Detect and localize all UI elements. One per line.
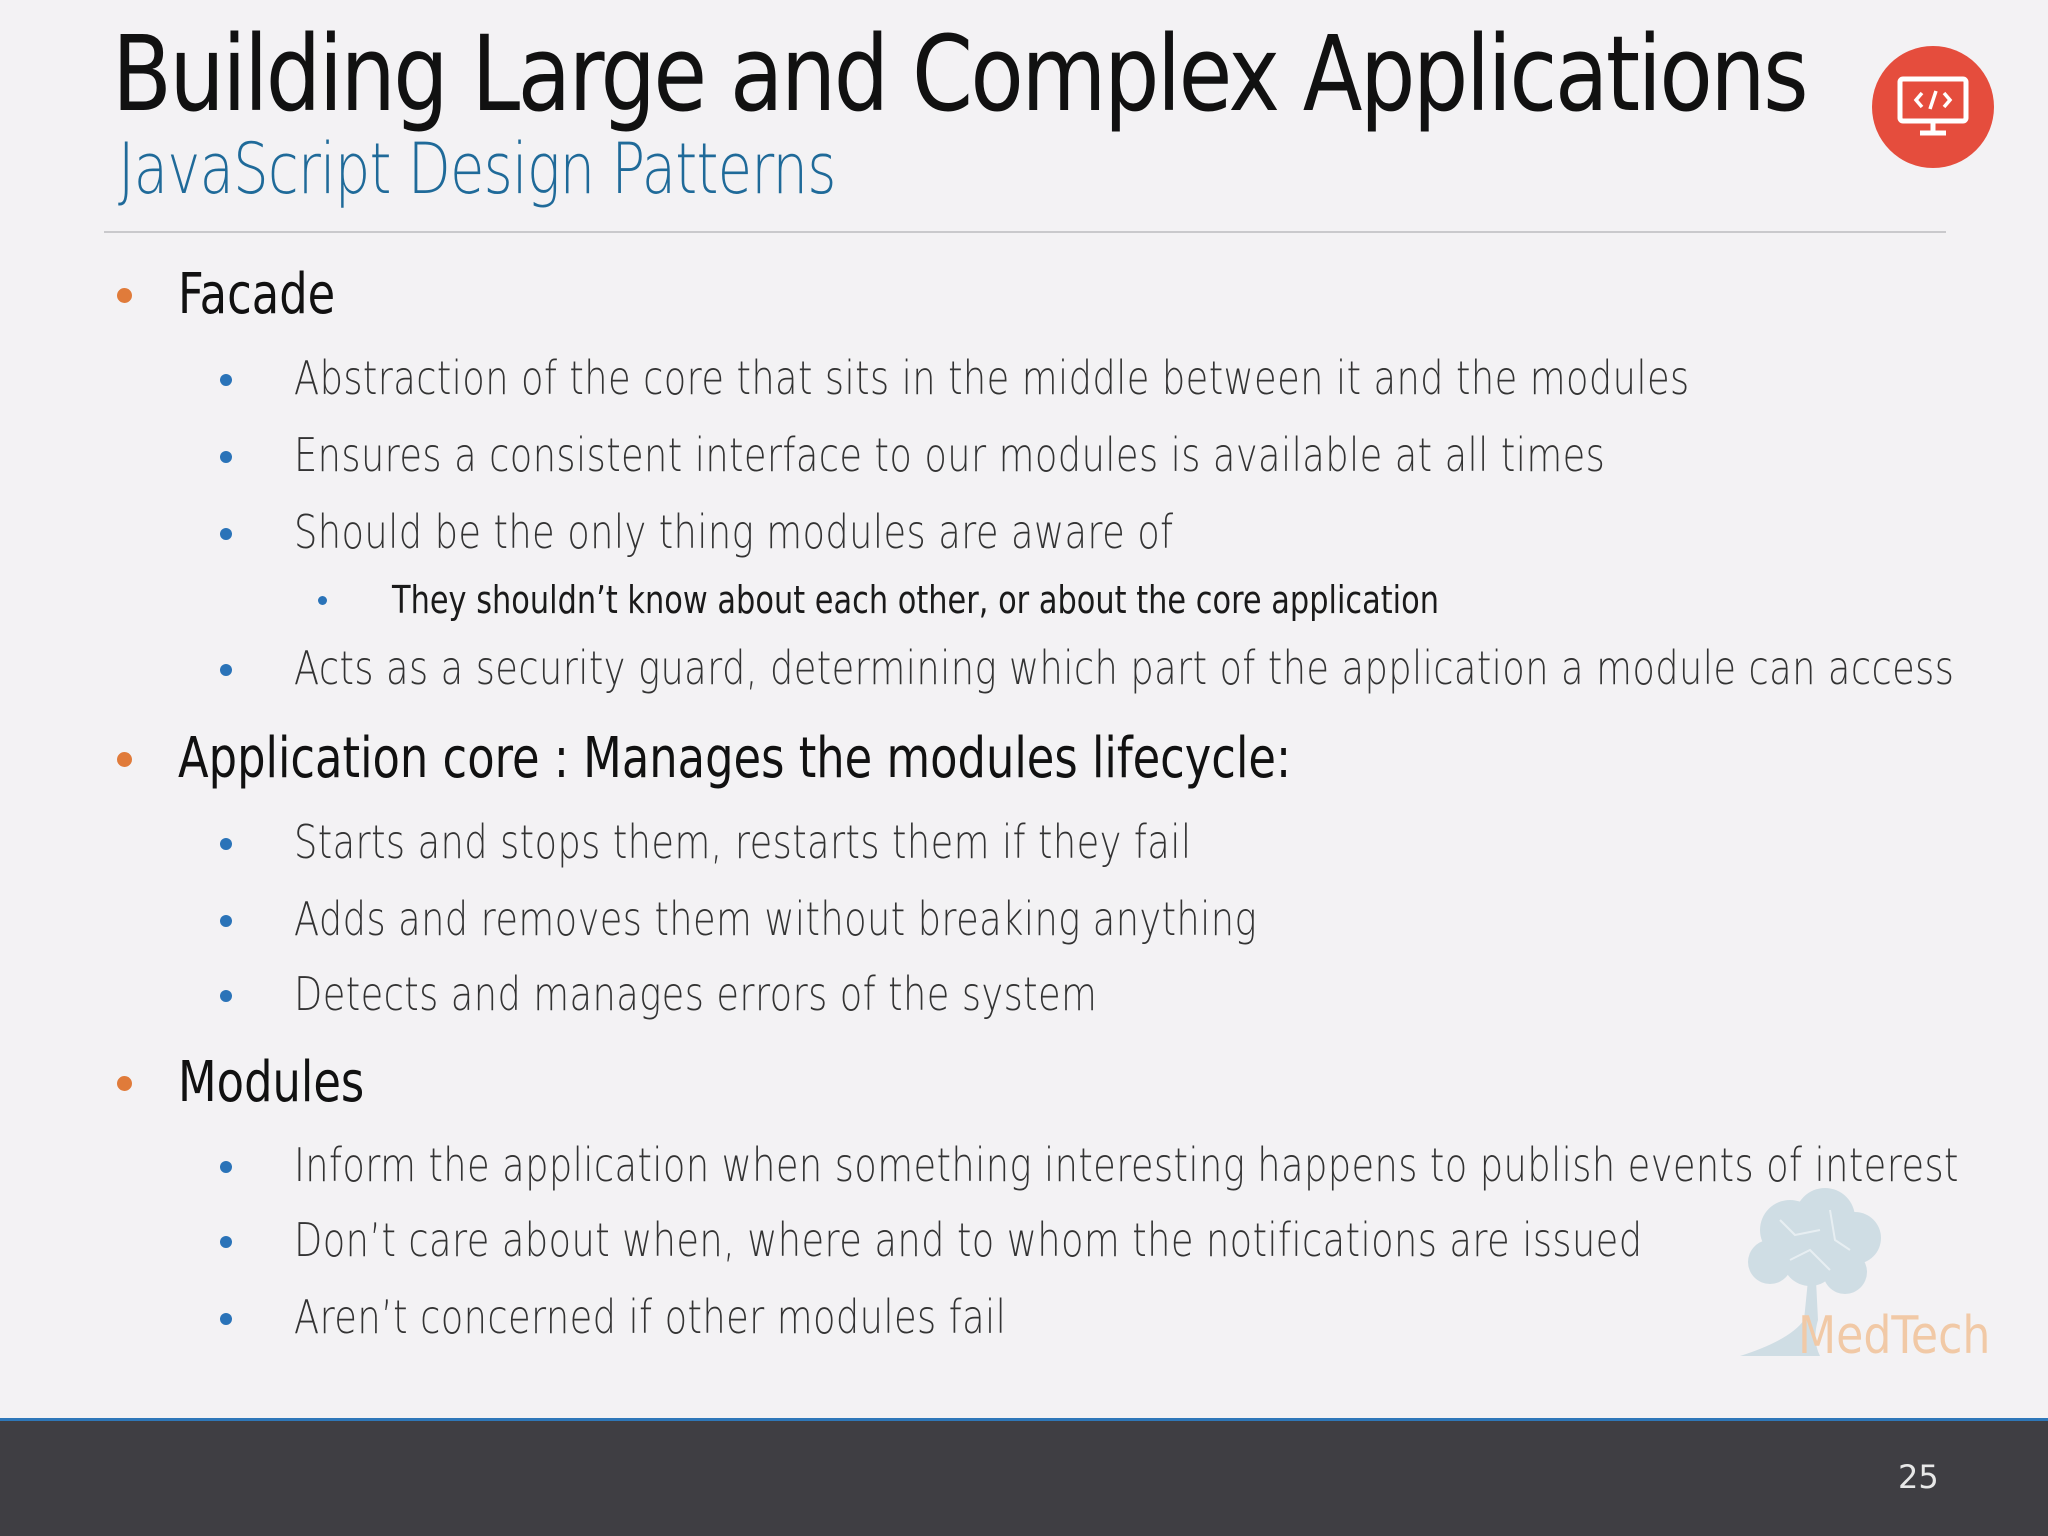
page-number: 25 — [1898, 1458, 1939, 1496]
bullet-icon — [117, 752, 132, 767]
bullet-icon — [220, 528, 232, 540]
bullet-icon — [220, 451, 232, 463]
bullet-icon — [220, 838, 232, 850]
bullet-icon — [220, 1313, 232, 1325]
title-divider — [104, 231, 1946, 233]
bullet-icon — [220, 1161, 232, 1173]
slide-subtitle: JavaScript Design Patterns — [118, 128, 836, 210]
bullet-icon — [220, 915, 232, 927]
watermark-text: MedTech — [1798, 1306, 1991, 1366]
bullet-icon — [117, 288, 132, 303]
slide: Building Large and Complex Applications JavaScript Design Patterns Facade Abstraction of the core that sits in the middle between it and the modules Ensures a consistent interface to our modules is available at all times Should be the only thing modules are aware of They shouldn’t know about each other, or about the core application Acts as a security guard, determining which part of the application a module can access Application core : Manages the modules lifecycle: Starts and stops them, restarts them if they fail Adds and removes them without breaking anything Detects and manages errors of the system Modules Inform the application when something interesting happens to publish events of interest Don’t care about when, where and to whom the notifications are issued Aren’t concerned if other modules fail MedTech 25 — [0, 0, 2048, 1536]
bullet-icon — [220, 664, 232, 676]
bullet-icon — [318, 596, 327, 605]
footer-bar — [0, 1421, 2048, 1536]
bullet-icon — [220, 374, 232, 386]
slide-title: Building Large and Complex Applications — [112, 13, 1807, 135]
bullet-icon — [220, 990, 232, 1002]
bullet-icon — [117, 1076, 132, 1091]
bullet-icon — [220, 1236, 232, 1248]
monitor-code-icon — [1872, 46, 1994, 168]
